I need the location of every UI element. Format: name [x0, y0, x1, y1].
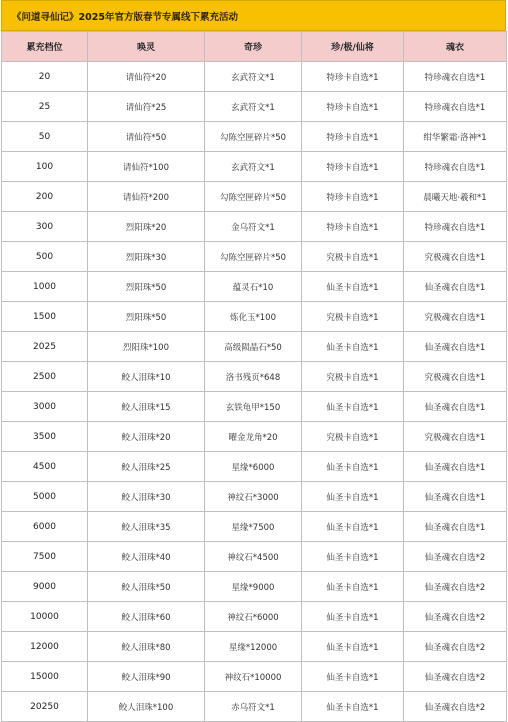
- soul-outfit-cell: 仙圣魂衣自选*1: [404, 272, 507, 302]
- table-row: [2, 542, 507, 572]
- table-row: [2, 392, 507, 422]
- treasure-cell: 蕴灵石*10: [205, 272, 302, 302]
- soul-outfit-cell: 绀华繁霜·洛神*1: [404, 122, 507, 152]
- tier-cell: 7500: [2, 542, 88, 572]
- general-card-cell: 究极卡自选*1: [302, 422, 404, 452]
- general-card-cell: 究极卡自选*1: [302, 362, 404, 392]
- general-card-cell: 仙圣卡自选*1: [302, 332, 404, 362]
- tier-cell: 300: [2, 212, 88, 242]
- soul-outfit-cell: 仙圣魂衣自选*1: [404, 392, 507, 422]
- general-card-cell: 仙圣卡自选*1: [302, 602, 404, 632]
- soul-outfit-cell: 仙圣魂衣自选*2: [404, 542, 507, 572]
- reward-rows: [2, 62, 507, 722]
- soul-outfit-cell: 特珍魂衣自选*1: [404, 92, 507, 122]
- general-card-cell: 仙圣卡自选*1: [302, 392, 404, 422]
- summon-cell: 鲛人泪珠*90: [88, 662, 205, 692]
- tier-cell: 50: [2, 122, 88, 152]
- soul-outfit-cell: 晨曦天地·羲和*1: [404, 182, 507, 212]
- treasure-cell: 玄武符文*1: [205, 62, 302, 92]
- tier-cell: 500: [2, 242, 88, 272]
- treasure-cell: 勾陈空匣碎片*50: [205, 242, 302, 272]
- tier-cell: 20250: [2, 692, 88, 722]
- summon-cell: 请仙符*200: [88, 182, 205, 212]
- general-card-cell: 特珍卡自选*1: [302, 92, 404, 122]
- table-row: [2, 632, 507, 662]
- general-card-cell: 究极卡自选*1: [302, 302, 404, 332]
- table-row: [2, 512, 507, 542]
- summon-cell: 烈阳珠*100: [88, 332, 205, 362]
- tier-cell: 3000: [2, 392, 88, 422]
- treasure-cell: 曜金龙角*20: [205, 422, 302, 452]
- summon-cell: 鲛人泪珠*15: [88, 392, 205, 422]
- table-row: [2, 62, 507, 92]
- soul-outfit-cell: 仙圣魂衣自选*2: [404, 632, 507, 662]
- header-summon: 唤灵: [88, 32, 205, 62]
- soul-outfit-cell: 究极魂衣自选*1: [404, 362, 507, 392]
- treasure-cell: 玄武符文*1: [205, 92, 302, 122]
- tier-cell: 1500: [2, 302, 88, 332]
- summon-cell: 请仙符*25: [88, 92, 205, 122]
- soul-outfit-cell: 仙圣魂衣自选*1: [404, 512, 507, 542]
- header-tier: 累充档位: [2, 32, 88, 62]
- soul-outfit-cell: 特珍魂衣自选*1: [404, 62, 507, 92]
- treasure-cell: 洛书残页*648: [205, 362, 302, 392]
- tier-cell: 2500: [2, 362, 88, 392]
- general-card-cell: 仙圣卡自选*1: [302, 692, 404, 722]
- summon-cell: 鲛人泪珠*35: [88, 512, 205, 542]
- table-row: [2, 182, 507, 212]
- treasure-cell: 星缘*7500: [205, 512, 302, 542]
- tier-cell: 2025: [2, 332, 88, 362]
- tier-cell: 3500: [2, 422, 88, 452]
- summon-cell: 鲛人泪珠*10: [88, 362, 205, 392]
- table-row: [2, 482, 507, 512]
- treasure-cell: 神纹石*6000: [205, 602, 302, 632]
- treasure-cell: 星缘*6000: [205, 452, 302, 482]
- treasure-cell: 神纹石*4500: [205, 542, 302, 572]
- summon-cell: 鲛人泪珠*40: [88, 542, 205, 572]
- table-row: [2, 152, 507, 182]
- general-card-cell: 特珍卡自选*1: [302, 62, 404, 92]
- general-card-cell: 特珍卡自选*1: [302, 182, 404, 212]
- summon-cell: 烈阳珠*50: [88, 272, 205, 302]
- summon-cell: 烈阳珠*50: [88, 302, 205, 332]
- treasure-cell: 勾陈空匣碎片*50: [205, 182, 302, 212]
- summon-cell: 鲛人泪珠*100: [88, 692, 205, 722]
- treasure-cell: 神纹石*3000: [205, 482, 302, 512]
- summon-cell: 鲛人泪珠*80: [88, 632, 205, 662]
- general-card-cell: 特珍卡自选*1: [302, 152, 404, 182]
- general-card-cell: 究极卡自选*1: [302, 242, 404, 272]
- treasure-cell: 神纹石*10000: [205, 662, 302, 692]
- table-row: [2, 332, 507, 362]
- treasure-cell: 玄武符文*1: [205, 152, 302, 182]
- general-card-cell: 仙圣卡自选*1: [302, 572, 404, 602]
- general-card-cell: 仙圣卡自选*1: [302, 512, 404, 542]
- summon-cell: 鲛人泪珠*25: [88, 452, 205, 482]
- table-row: [2, 692, 507, 722]
- soul-outfit-cell: 特珍魂衣自选*1: [404, 152, 507, 182]
- general-card-cell: 仙圣卡自选*1: [302, 632, 404, 662]
- header-general-card: 珍/极/仙将: [302, 32, 404, 62]
- soul-outfit-cell: 究极魂衣自选*1: [404, 302, 507, 332]
- treasure-cell: 勾陈空匣碎片*50: [205, 122, 302, 152]
- tier-cell: 4500: [2, 452, 88, 482]
- sheet-title: 《问道寻仙记》2025年官方版春节专属线下累充活动: [1, 0, 506, 31]
- tier-cell: 12000: [2, 632, 88, 662]
- soul-outfit-cell: 仙圣魂衣自选*1: [404, 332, 507, 362]
- general-card-cell: 特珍卡自选*1: [302, 212, 404, 242]
- summon-cell: 请仙符*20: [88, 62, 205, 92]
- soul-outfit-cell: 仙圣魂衣自选*2: [404, 692, 507, 722]
- tier-cell: 6000: [2, 512, 88, 542]
- treasure-cell: 炼化玉*100: [205, 302, 302, 332]
- summon-cell: 鲛人泪珠*60: [88, 602, 205, 632]
- soul-outfit-cell: 仙圣魂衣自选*2: [404, 662, 507, 692]
- treasure-cell: 金乌符文*1: [205, 212, 302, 242]
- summon-cell: 烈阳珠*20: [88, 212, 205, 242]
- header-soul-outfit: 魂衣: [404, 32, 507, 62]
- table-row: [2, 662, 507, 692]
- treasure-cell: 星缘*12000: [205, 632, 302, 662]
- soul-outfit-cell: 仙圣魂衣自选*1: [404, 482, 507, 512]
- table-row: [2, 362, 507, 392]
- table-row: [2, 572, 507, 602]
- soul-outfit-cell: 究极魂衣自选*1: [404, 242, 507, 272]
- tier-cell: 1000: [2, 272, 88, 302]
- treasure-cell: 星缘*9000: [205, 572, 302, 602]
- general-card-cell: 仙圣卡自选*1: [302, 542, 404, 572]
- table-row: [2, 242, 507, 272]
- soul-outfit-cell: 究极魂衣自选*1: [404, 422, 507, 452]
- summon-cell: 烈阳珠*30: [88, 242, 205, 272]
- tier-cell: 5000: [2, 482, 88, 512]
- table-row: [2, 122, 507, 152]
- summon-cell: 鲛人泪珠*50: [88, 572, 205, 602]
- summon-cell: 请仙符*100: [88, 152, 205, 182]
- tier-cell: 15000: [2, 662, 88, 692]
- tier-cell: 200: [2, 182, 88, 212]
- reward-table: [1, 31, 507, 722]
- header-row: [2, 32, 507, 62]
- summon-cell: 请仙符*50: [88, 122, 205, 152]
- soul-outfit-cell: 仙圣魂衣自选*2: [404, 602, 507, 632]
- general-card-cell: 仙圣卡自选*1: [302, 272, 404, 302]
- soul-outfit-cell: 特珍魂衣自选*1: [404, 212, 507, 242]
- tier-cell: 100: [2, 152, 88, 182]
- tier-cell: 25: [2, 92, 88, 122]
- treasure-cell: 高级陨晶石*50: [205, 332, 302, 362]
- soul-outfit-cell: 仙圣魂衣自选*1: [404, 452, 507, 482]
- reward-sheet: [1, 0, 506, 722]
- header-treasure: 奇珍: [205, 32, 302, 62]
- treasure-cell: 玄铁龟甲*150: [205, 392, 302, 422]
- table-row: [2, 452, 507, 482]
- table-row: [2, 212, 507, 242]
- soul-outfit-cell: 仙圣魂衣自选*2: [404, 572, 507, 602]
- table-row: [2, 272, 507, 302]
- table-row: [2, 302, 507, 332]
- table-row: [2, 602, 507, 632]
- table-row: [2, 92, 507, 122]
- general-card-cell: 仙圣卡自选*1: [302, 452, 404, 482]
- general-card-cell: 仙圣卡自选*1: [302, 482, 404, 512]
- tier-cell: 10000: [2, 602, 88, 632]
- tier-cell: 9000: [2, 572, 88, 602]
- summon-cell: 鲛人泪珠*20: [88, 422, 205, 452]
- treasure-cell: 赤乌符文*1: [205, 692, 302, 722]
- general-card-cell: 特珍卡自选*1: [302, 122, 404, 152]
- tier-cell: 20: [2, 62, 88, 92]
- summon-cell: 鲛人泪珠*30: [88, 482, 205, 512]
- general-card-cell: 仙圣卡自选*1: [302, 662, 404, 692]
- table-row: [2, 422, 507, 452]
